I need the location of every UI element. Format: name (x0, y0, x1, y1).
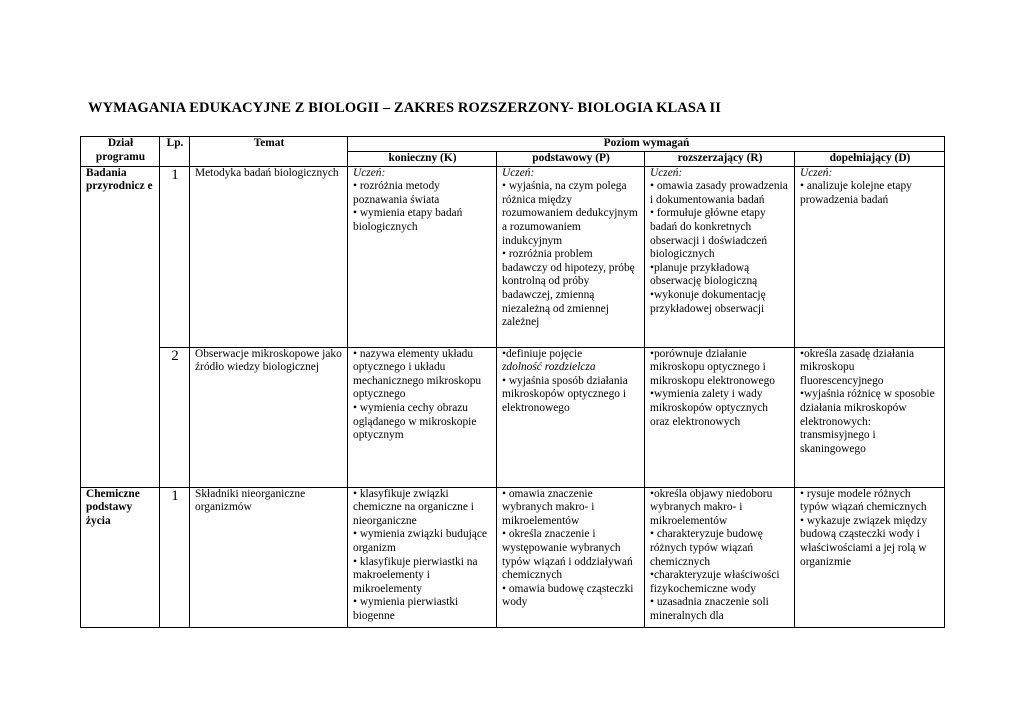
list-item: • wymienia cechy obrazu oglądanego w mikroskopie optycznym (353, 401, 477, 442)
header-r: rozszerzający (R) (645, 152, 795, 167)
list-item: •definiuje pojęcie (502, 347, 583, 360)
header-d: dopełniający (D) (795, 152, 945, 167)
dzial-cell: Chemiczne podstawy życia (81, 487, 160, 627)
list-item: • omawia znaczenie wybranych makro- i mikroelementów (502, 487, 595, 527)
uczen-label: Uczeń: (800, 166, 833, 179)
list-item: • wyjaśnia sposób działania mikroskopów optycznego i elektronowego (502, 374, 628, 414)
r-cell (645, 166, 795, 347)
d-cell (795, 487, 945, 627)
dzial-cell: Badania przyrodnicz e (81, 166, 160, 487)
list-item: • wyjaśnia, na czym polega różnica między rozumowaniem dedukcyjnym a rozumowaniem indukcyjnym (502, 180, 638, 247)
k-cell (348, 347, 497, 487)
term-italic: zdolność rozdzielcza (502, 361, 596, 374)
header-p: podstawowy (P) (497, 152, 645, 167)
uczen-label: Uczeń: (502, 166, 535, 179)
list-item: • rysuje modele różnych typów wiązań chemicznych (800, 487, 927, 514)
list-item: • wymienia związki budujące organizm (353, 528, 487, 554)
header-lp: Lp. (160, 137, 190, 167)
p-cell (497, 487, 645, 627)
r-cell (645, 347, 795, 487)
list-item: • nazywa elementy układu optycznego i układu mechanicznego mikroskopu optycznego (353, 347, 482, 401)
list-item: • klasyfikuje związki chemiczne na organiczne i nieorganiczne (353, 487, 474, 527)
table-row (81, 166, 945, 347)
header-temat: Temat (190, 137, 348, 167)
list-item: • analizuje kolejne etapy prowadzenia badań (800, 180, 912, 206)
r-cell (645, 487, 795, 627)
requirements-table (80, 136, 945, 628)
list-item: •określa zasadę działania mikroskopu fluorescencyjnego (800, 347, 915, 387)
d-cell (795, 347, 945, 487)
table-row (81, 487, 945, 627)
list-item: • wymienia pierwiastki biogenne (353, 596, 459, 622)
list-item: • klasyfikuje pierwiastki na makroelementy i mikroelementy (353, 555, 478, 595)
p-cell (497, 166, 645, 347)
header-k: konieczny (K) (348, 152, 497, 167)
uczen-label: Uczeń: (353, 166, 386, 179)
list-item: •wymienia zalety i wady mikroskopów optycznych oraz elektronowych (650, 388, 768, 428)
header-poziom: Poziom wymagań (348, 137, 945, 152)
list-item: • rozróżnia problem badawczy od hipotezy, próbę kontrolną od próby badawczej, zmienną niezależną od zmiennej zależnej (502, 248, 635, 329)
uczen-label: Uczeń: (650, 166, 683, 179)
list-item: • omawia budowę cząsteczki wody (502, 582, 634, 609)
d-cell (795, 166, 945, 347)
list-item: •wyjaśnia różnicę w sposobie działania mikroskopów elektronowych: transmisyjnego i skaningowego (800, 388, 935, 455)
list-item: •wykonuje dokumentację przykładowej obserwacji (650, 288, 766, 315)
list-item: •planuje przykładową obserwację biologiczną (650, 261, 758, 288)
header-dzial: Dział programu (81, 137, 160, 167)
k-cell (348, 487, 497, 627)
page-title: WYMAGANIA EDUKACYJNE Z BIOLOGII – ZAKRES ROZSZERZONY- BIOLOGIA KLASA II (88, 100, 722, 116)
k-cell (348, 166, 497, 347)
lp-cell: 2 (160, 347, 190, 487)
lp-cell: 1 (160, 166, 190, 347)
list-item: •określa objawy niedoboru wybranych makro- i mikroelementów (650, 487, 773, 527)
table-row (81, 347, 945, 487)
list-item: • określa znaczenie i występowanie wybranych typów wiązań i oddziaływań chemicznych (502, 528, 633, 582)
header-row (81, 137, 945, 152)
list-item: •porównuje działanie mikroskopu optycznego i mikroskopu elektronowego (650, 347, 775, 387)
lp-cell: 1 (160, 487, 190, 627)
list-item: • uzasadnia znaczenie soli mineralnych dla (650, 596, 769, 622)
temat-cell: Obserwacje mikroskopowe jako źródło wiedzy biologicznej (190, 347, 348, 487)
list-item: • omawia zasady prowadzenia i dokumentowania badań (650, 180, 788, 206)
list-item: • rozróżnia metody poznawania świata (353, 180, 440, 206)
p-cell (497, 347, 645, 487)
list-item: • formułuje główne etapy badań do konkretnych obserwacji i doświadczeń biologicznych (650, 207, 768, 261)
list-item: • charakteryzuje budowę różnych typów wiązań chemicznych (650, 528, 763, 568)
list-item: • wykazuje związek między budową cząsteczki wody i właściwościami a jej rolą w organizmie (800, 514, 928, 568)
temat-cell: Metodyka badań biologicznych (190, 166, 348, 347)
list-item: •charakteryzuje właściwości fizykochemiczne wody (650, 569, 780, 595)
temat-cell: Składniki nieorganiczne organizmów (190, 487, 348, 627)
list-item: • wymienia etapy badań biologicznych (353, 207, 463, 233)
